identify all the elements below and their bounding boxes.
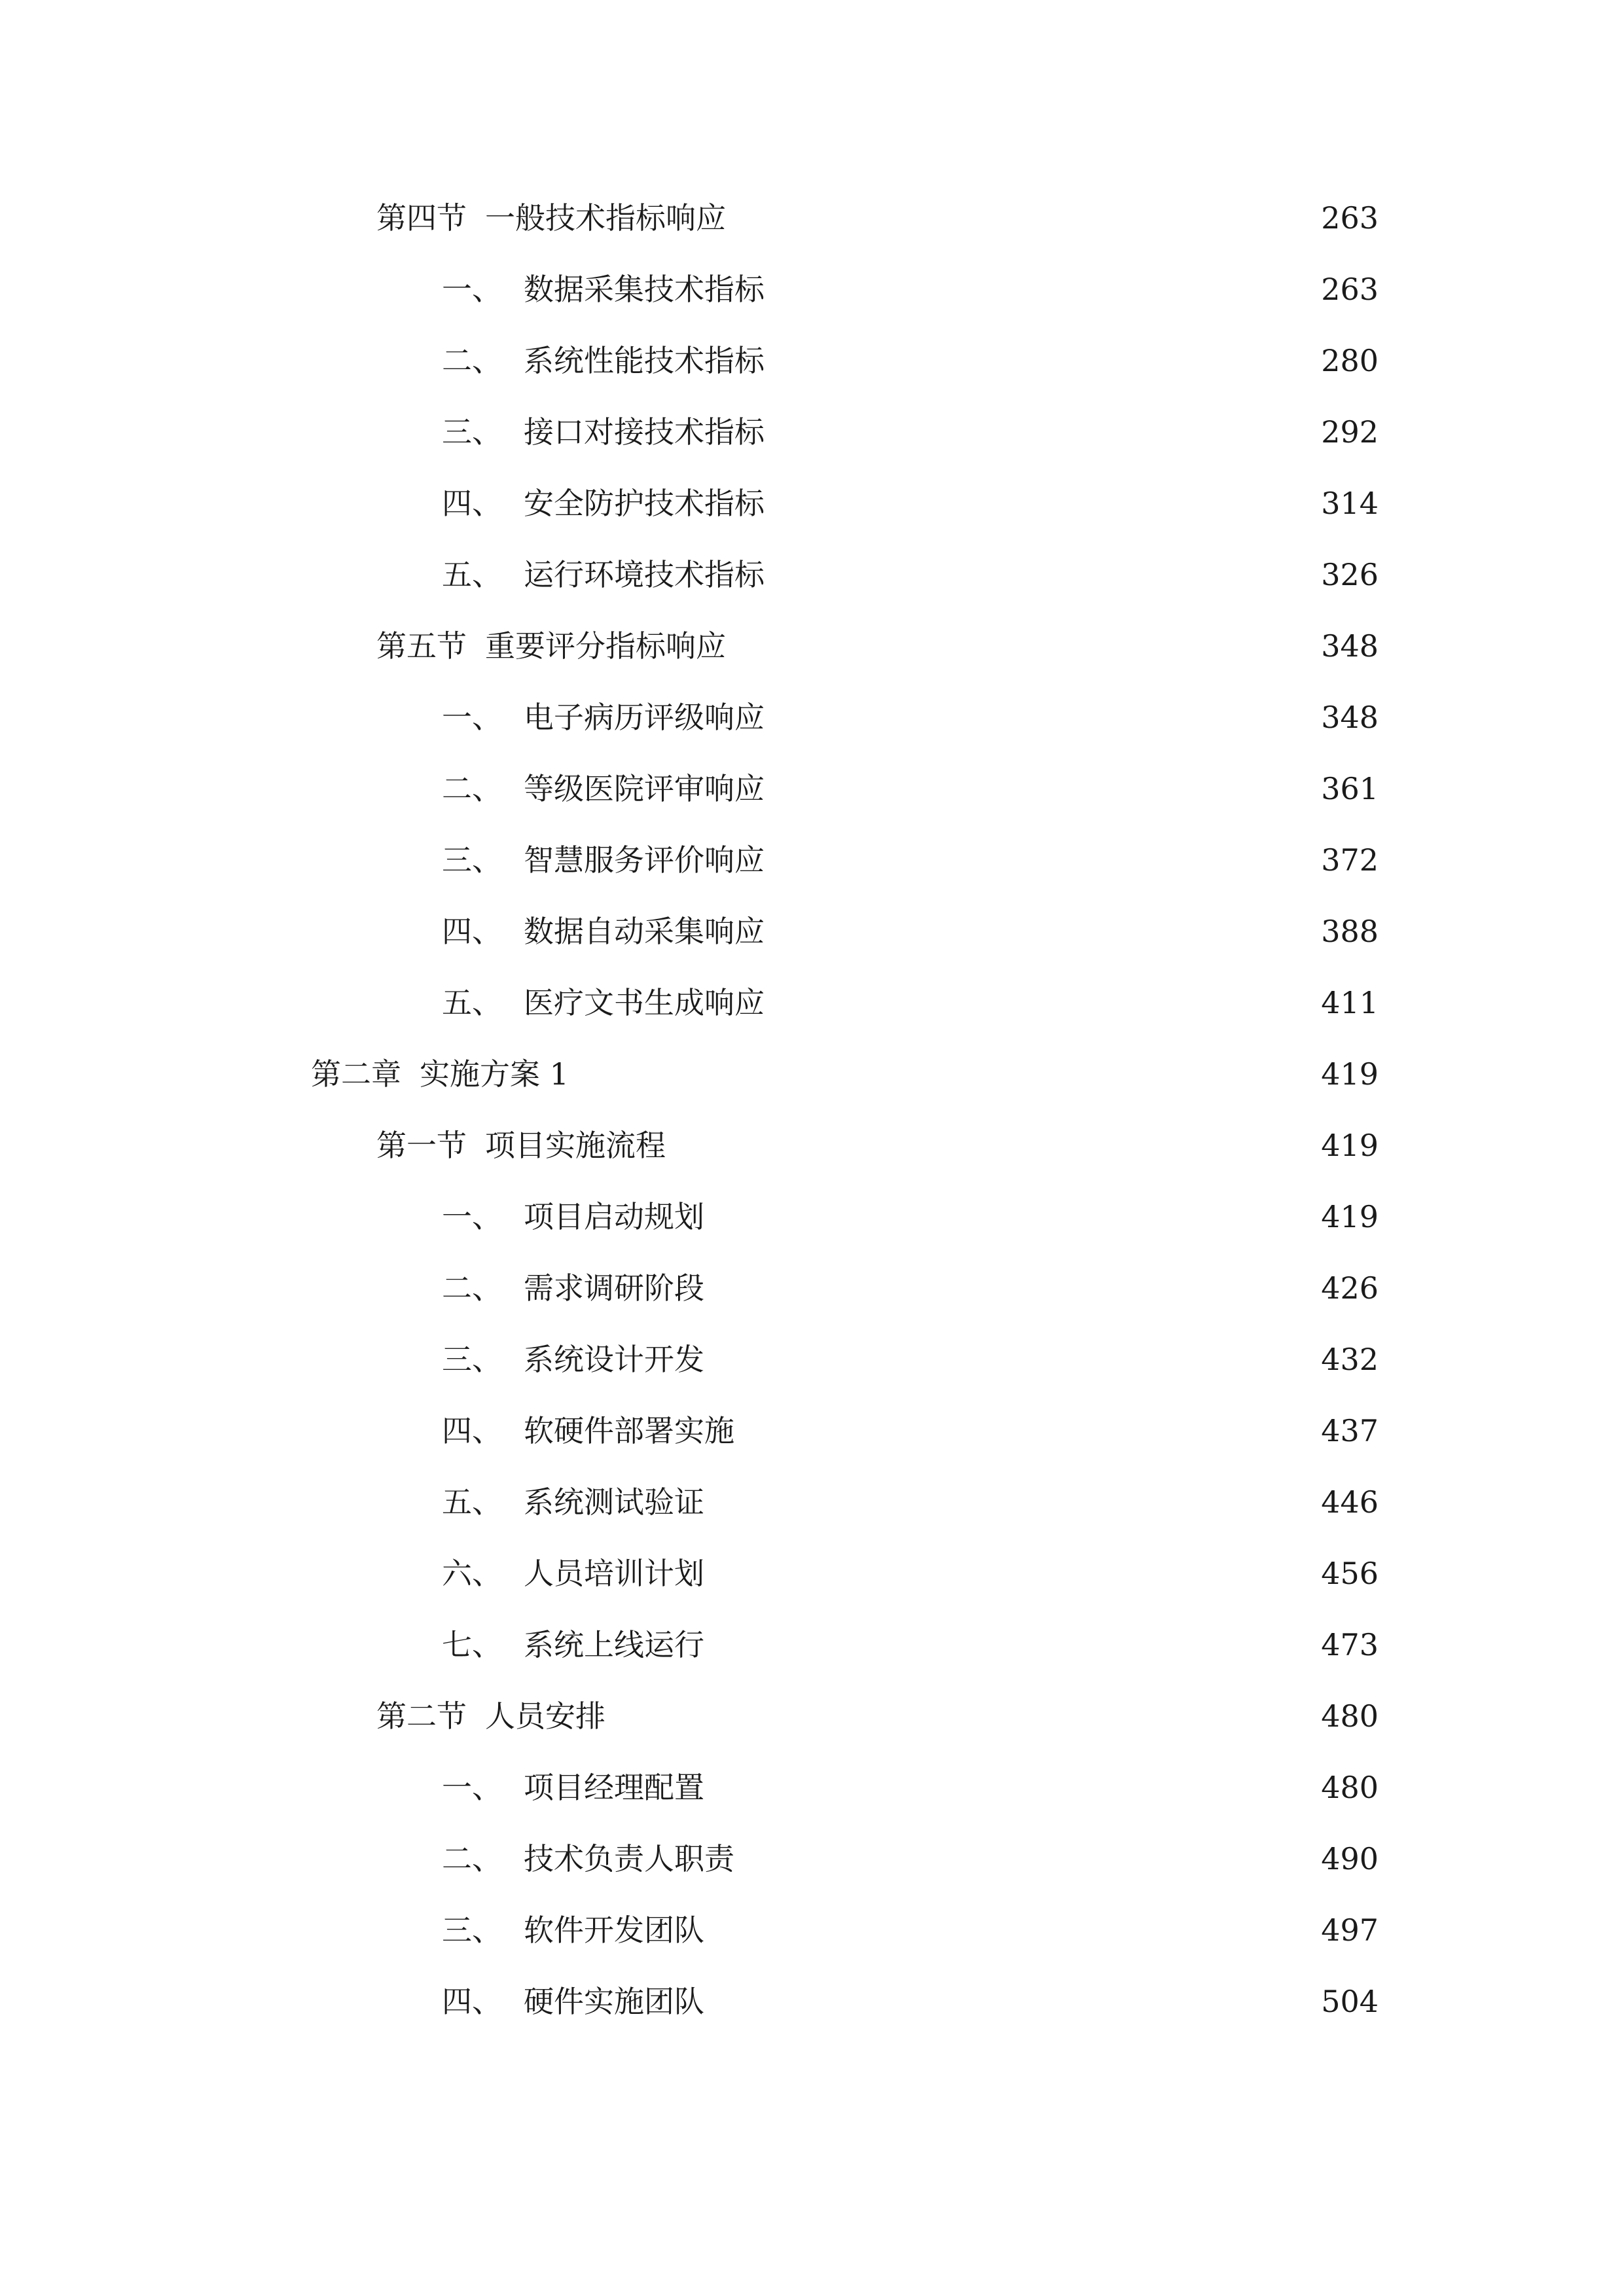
toc-entry-title: 电子病历评级响应: [524, 700, 765, 735]
toc-entry-item[interactable]: [442, 766, 1379, 812]
toc-entry-number: 第四节: [376, 200, 467, 236]
toc-entry-number: 六、: [442, 1556, 502, 1591]
toc-entry-title: 接口对接技术指标: [524, 414, 765, 450]
toc-entry-page: 263: [1321, 272, 1379, 307]
toc-entry-page: 504: [1321, 1984, 1379, 2019]
toc-entry-title: 数据自动采集响应: [524, 914, 765, 949]
toc-entry-page: 263: [1321, 200, 1379, 236]
toc-entry-number: 三、: [442, 1912, 502, 1948]
toc-entry-number: 四、: [442, 486, 502, 521]
toc-entry-title: 项目实施流程: [485, 1128, 666, 1163]
dot-leader: [771, 552, 1309, 598]
toc-entry-number: 四、: [442, 914, 502, 949]
toc-entry-title: 系统上线运行: [524, 1627, 704, 1662]
dot-leader: [771, 338, 1309, 384]
toc-entry-item[interactable]: [442, 409, 1379, 455]
toc-entry-number: 七、: [442, 1627, 502, 1662]
toc-entry-title: 需求调研阶段: [524, 1270, 704, 1306]
toc-entry-page: 480: [1321, 1770, 1379, 1805]
dot-leader: [612, 1693, 1309, 1739]
toc-entry-item[interactable]: [442, 1979, 1379, 2024]
toc-entry-page: 497: [1321, 1912, 1379, 1948]
toc-entry-page: 419: [1321, 1128, 1379, 1163]
dot-leader: [711, 1622, 1309, 1668]
dot-leader: [732, 195, 1309, 241]
dot-leader: [771, 908, 1309, 954]
toc-entry-number: 三、: [442, 414, 502, 450]
toc-entry-page: 456: [1321, 1556, 1379, 1591]
toc-entry-number: 一、: [442, 272, 502, 307]
dot-leader: [711, 1336, 1309, 1382]
toc-entry-page: 411: [1321, 985, 1379, 1020]
toc-entry-number: 第一节: [376, 1128, 467, 1163]
toc-entry-section[interactable]: [376, 1122, 1379, 1168]
toc-entry-number: 五、: [442, 985, 502, 1020]
toc-entry-title: 一般技术指标响应: [485, 200, 726, 236]
toc-entry-number: 二、: [442, 1841, 502, 1876]
toc-entry-number: 三、: [442, 1342, 502, 1377]
toc-entry-title: 硬件实施团队: [524, 1984, 704, 2019]
dot-leader: [771, 766, 1309, 812]
toc-entry-number: 四、: [442, 1413, 502, 1448]
toc-entry-number: 第五节: [376, 628, 467, 664]
toc-entry-chapter[interactable]: [311, 1051, 1379, 1097]
toc-entry-item[interactable]: [442, 1336, 1379, 1382]
toc-entry-title: 系统性能技术指标: [524, 343, 765, 378]
dot-leader: [732, 623, 1309, 669]
toc-entry-title: 安全防护技术指标: [524, 486, 765, 521]
toc-entry-title: 实施方案 1: [420, 1056, 569, 1092]
toc-entry-title: 项目经理配置: [524, 1770, 704, 1805]
toc-entry-item[interactable]: [442, 837, 1379, 883]
toc-entry-title: 医疗文书生成响应: [524, 985, 765, 1020]
toc-entry-title: 等级医院评审响应: [524, 771, 765, 806]
toc-entry-item[interactable]: [442, 1408, 1379, 1454]
toc-entry-item[interactable]: [442, 1622, 1379, 1668]
dot-leader: [711, 1194, 1309, 1240]
dot-leader: [711, 1907, 1309, 1953]
dot-leader: [771, 837, 1309, 883]
toc-entry-page: 292: [1321, 414, 1379, 450]
toc-entry-page: 419: [1321, 1199, 1379, 1234]
toc-entry-page: 490: [1321, 1841, 1379, 1876]
toc-entry-title: 数据采集技术指标: [524, 272, 765, 307]
toc-entry-number: 五、: [442, 1484, 502, 1520]
toc-entry-number: 一、: [442, 1199, 502, 1234]
toc-entry-number: 第二章: [311, 1056, 401, 1092]
dot-leader: [711, 1551, 1309, 1596]
toc-entry-page: 326: [1321, 557, 1379, 592]
dot-leader: [711, 1479, 1309, 1525]
toc-entry-section[interactable]: [376, 1693, 1379, 1739]
toc-entry-page: 348: [1321, 628, 1379, 664]
dot-leader: [741, 1408, 1309, 1454]
toc-entry-item[interactable]: [442, 480, 1379, 526]
dot-leader: [771, 480, 1309, 526]
toc-entry-page: 348: [1321, 700, 1379, 735]
toc-entry-page: 480: [1321, 1698, 1379, 1734]
toc-entry-number: 四、: [442, 1984, 502, 2019]
dot-leader: [711, 1265, 1309, 1311]
toc-entry-item[interactable]: [442, 552, 1379, 598]
toc-entry-page: 437: [1321, 1413, 1379, 1448]
toc-entry-item[interactable]: [442, 1194, 1379, 1240]
toc-entry-number: 五、: [442, 557, 502, 592]
toc-entry-section[interactable]: [376, 623, 1379, 669]
toc-entry-title: 系统测试验证: [524, 1484, 704, 1520]
toc-entry-page: 473: [1321, 1627, 1379, 1662]
toc-entry-page: 432: [1321, 1342, 1379, 1377]
toc-entry-title: 项目启动规划: [524, 1199, 704, 1234]
toc-entry-page: 446: [1321, 1484, 1379, 1520]
toc-entry-item[interactable]: [442, 338, 1379, 384]
toc-entry-number: 三、: [442, 842, 502, 878]
toc-entry-number: 第二节: [376, 1698, 467, 1734]
toc-entry-number: 一、: [442, 1770, 502, 1805]
toc-entry-page: 388: [1321, 914, 1379, 949]
toc-entry-number: 二、: [442, 771, 502, 806]
toc-entry-title: 技术负责人职责: [524, 1841, 734, 1876]
toc-entry-page: 419: [1321, 1056, 1379, 1092]
toc-entry-page: 361: [1321, 771, 1379, 806]
dot-leader: [771, 980, 1309, 1026]
toc-entry-page: 280: [1321, 343, 1379, 378]
toc-entry-page: 372: [1321, 842, 1379, 878]
toc-entry-title: 软件开发团队: [524, 1912, 704, 1948]
dot-leader: [771, 266, 1309, 312]
toc-entry-title: 重要评分指标响应: [485, 628, 726, 664]
toc-entry-title: 软硬件部署实施: [524, 1413, 734, 1448]
toc-entry-item[interactable]: [442, 980, 1379, 1026]
dot-leader: [771, 694, 1309, 740]
toc-entry-item[interactable]: [442, 908, 1379, 954]
toc-entry-number: 二、: [442, 343, 502, 378]
dot-leader: [672, 1122, 1309, 1168]
toc-entry-title: 智慧服务评价响应: [524, 842, 765, 878]
dot-leader: [741, 1836, 1309, 1882]
toc-entry-title: 运行环境技术指标: [524, 557, 765, 592]
toc-entry-page: 314: [1321, 486, 1379, 521]
toc-entry-title: 系统设计开发: [524, 1342, 704, 1377]
toc-entry-page: 426: [1321, 1270, 1379, 1306]
dot-leader: [575, 1051, 1309, 1097]
toc-entry-item[interactable]: [442, 266, 1379, 312]
dot-leader: [711, 1765, 1309, 1810]
toc-entry-item[interactable]: [442, 1265, 1379, 1311]
toc-entry-item[interactable]: [442, 694, 1379, 740]
dot-leader: [711, 1979, 1309, 2024]
dot-leader: [771, 409, 1309, 455]
toc-entry-item[interactable]: [442, 1479, 1379, 1525]
toc-entry-item[interactable]: [442, 1765, 1379, 1810]
toc-entry-title: 人员培训计划: [524, 1556, 704, 1591]
toc-entry-title: 人员安排: [485, 1698, 605, 1734]
toc-entry-number: 一、: [442, 700, 502, 735]
toc-entry-item[interactable]: [442, 1551, 1379, 1596]
toc-entry-number: 二、: [442, 1270, 502, 1306]
toc-entry-section[interactable]: [376, 195, 1379, 241]
toc-entry-item[interactable]: [442, 1907, 1379, 1953]
toc-entry-item[interactable]: [442, 1836, 1379, 1882]
